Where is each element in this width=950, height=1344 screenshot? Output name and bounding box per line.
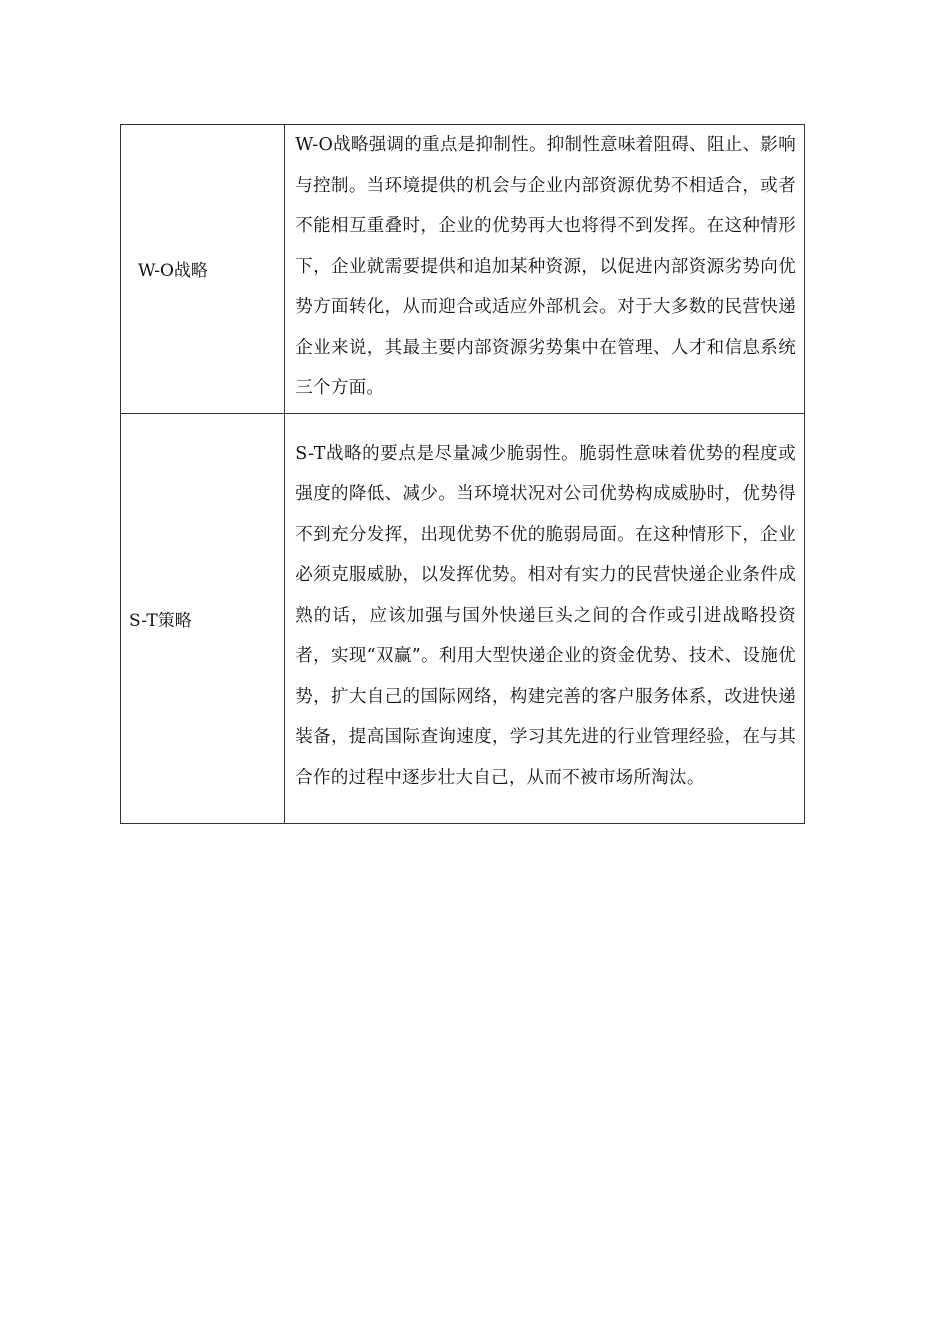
table-row-st (121, 413, 805, 823)
row-label-wo: W-O战略 (121, 125, 285, 414)
row-text-wo: W-O战略强调的重点是抑制性。抑制性意味着阻碍、阻止、影响与控制。当环境提供的机会与企业内部资源优势不相适合，或者不能相互重叠时，企业的优势再大也将得不到发挥。在这种情形下，企业就需要提供和追加某种资源，以促进内部资源劣势向优势方面转化，从而迎合或适应外部机会。对于大多数的民营快递企业来说，其最主要内部资源劣势集中在管理、人才和信息系统三个方面。 (285, 125, 805, 414)
row-text-st: S-T战略的要点是尽量减少脆弱性。脆弱性意味着优势的程度或强度的降低、减少。当环境状况对公司优势构成威胁时，优势得不到充分发挥，出现优势不优的脆弱局面。在这种情形下，企业必须克服威胁，以发挥优势。相对有实力的民营快递企业条件成熟的话，应该加强与国外快递巨头之间的合作或引进战略投资者，实现“双赢”。利用大型快递企业的资金优势、技术、设施优势，扩大自己的国际网络，构建完善的客户服务体系，改进快递装备，提高国际查询速度，学习其先进的行业管理经验，在与其合作的过程中逐步壮大自己，从而不被市场所淘汰。 (285, 413, 805, 823)
row-label-st: S-T策略 (121, 413, 285, 823)
table-row-wo (121, 125, 805, 414)
strategy-table (120, 124, 805, 824)
